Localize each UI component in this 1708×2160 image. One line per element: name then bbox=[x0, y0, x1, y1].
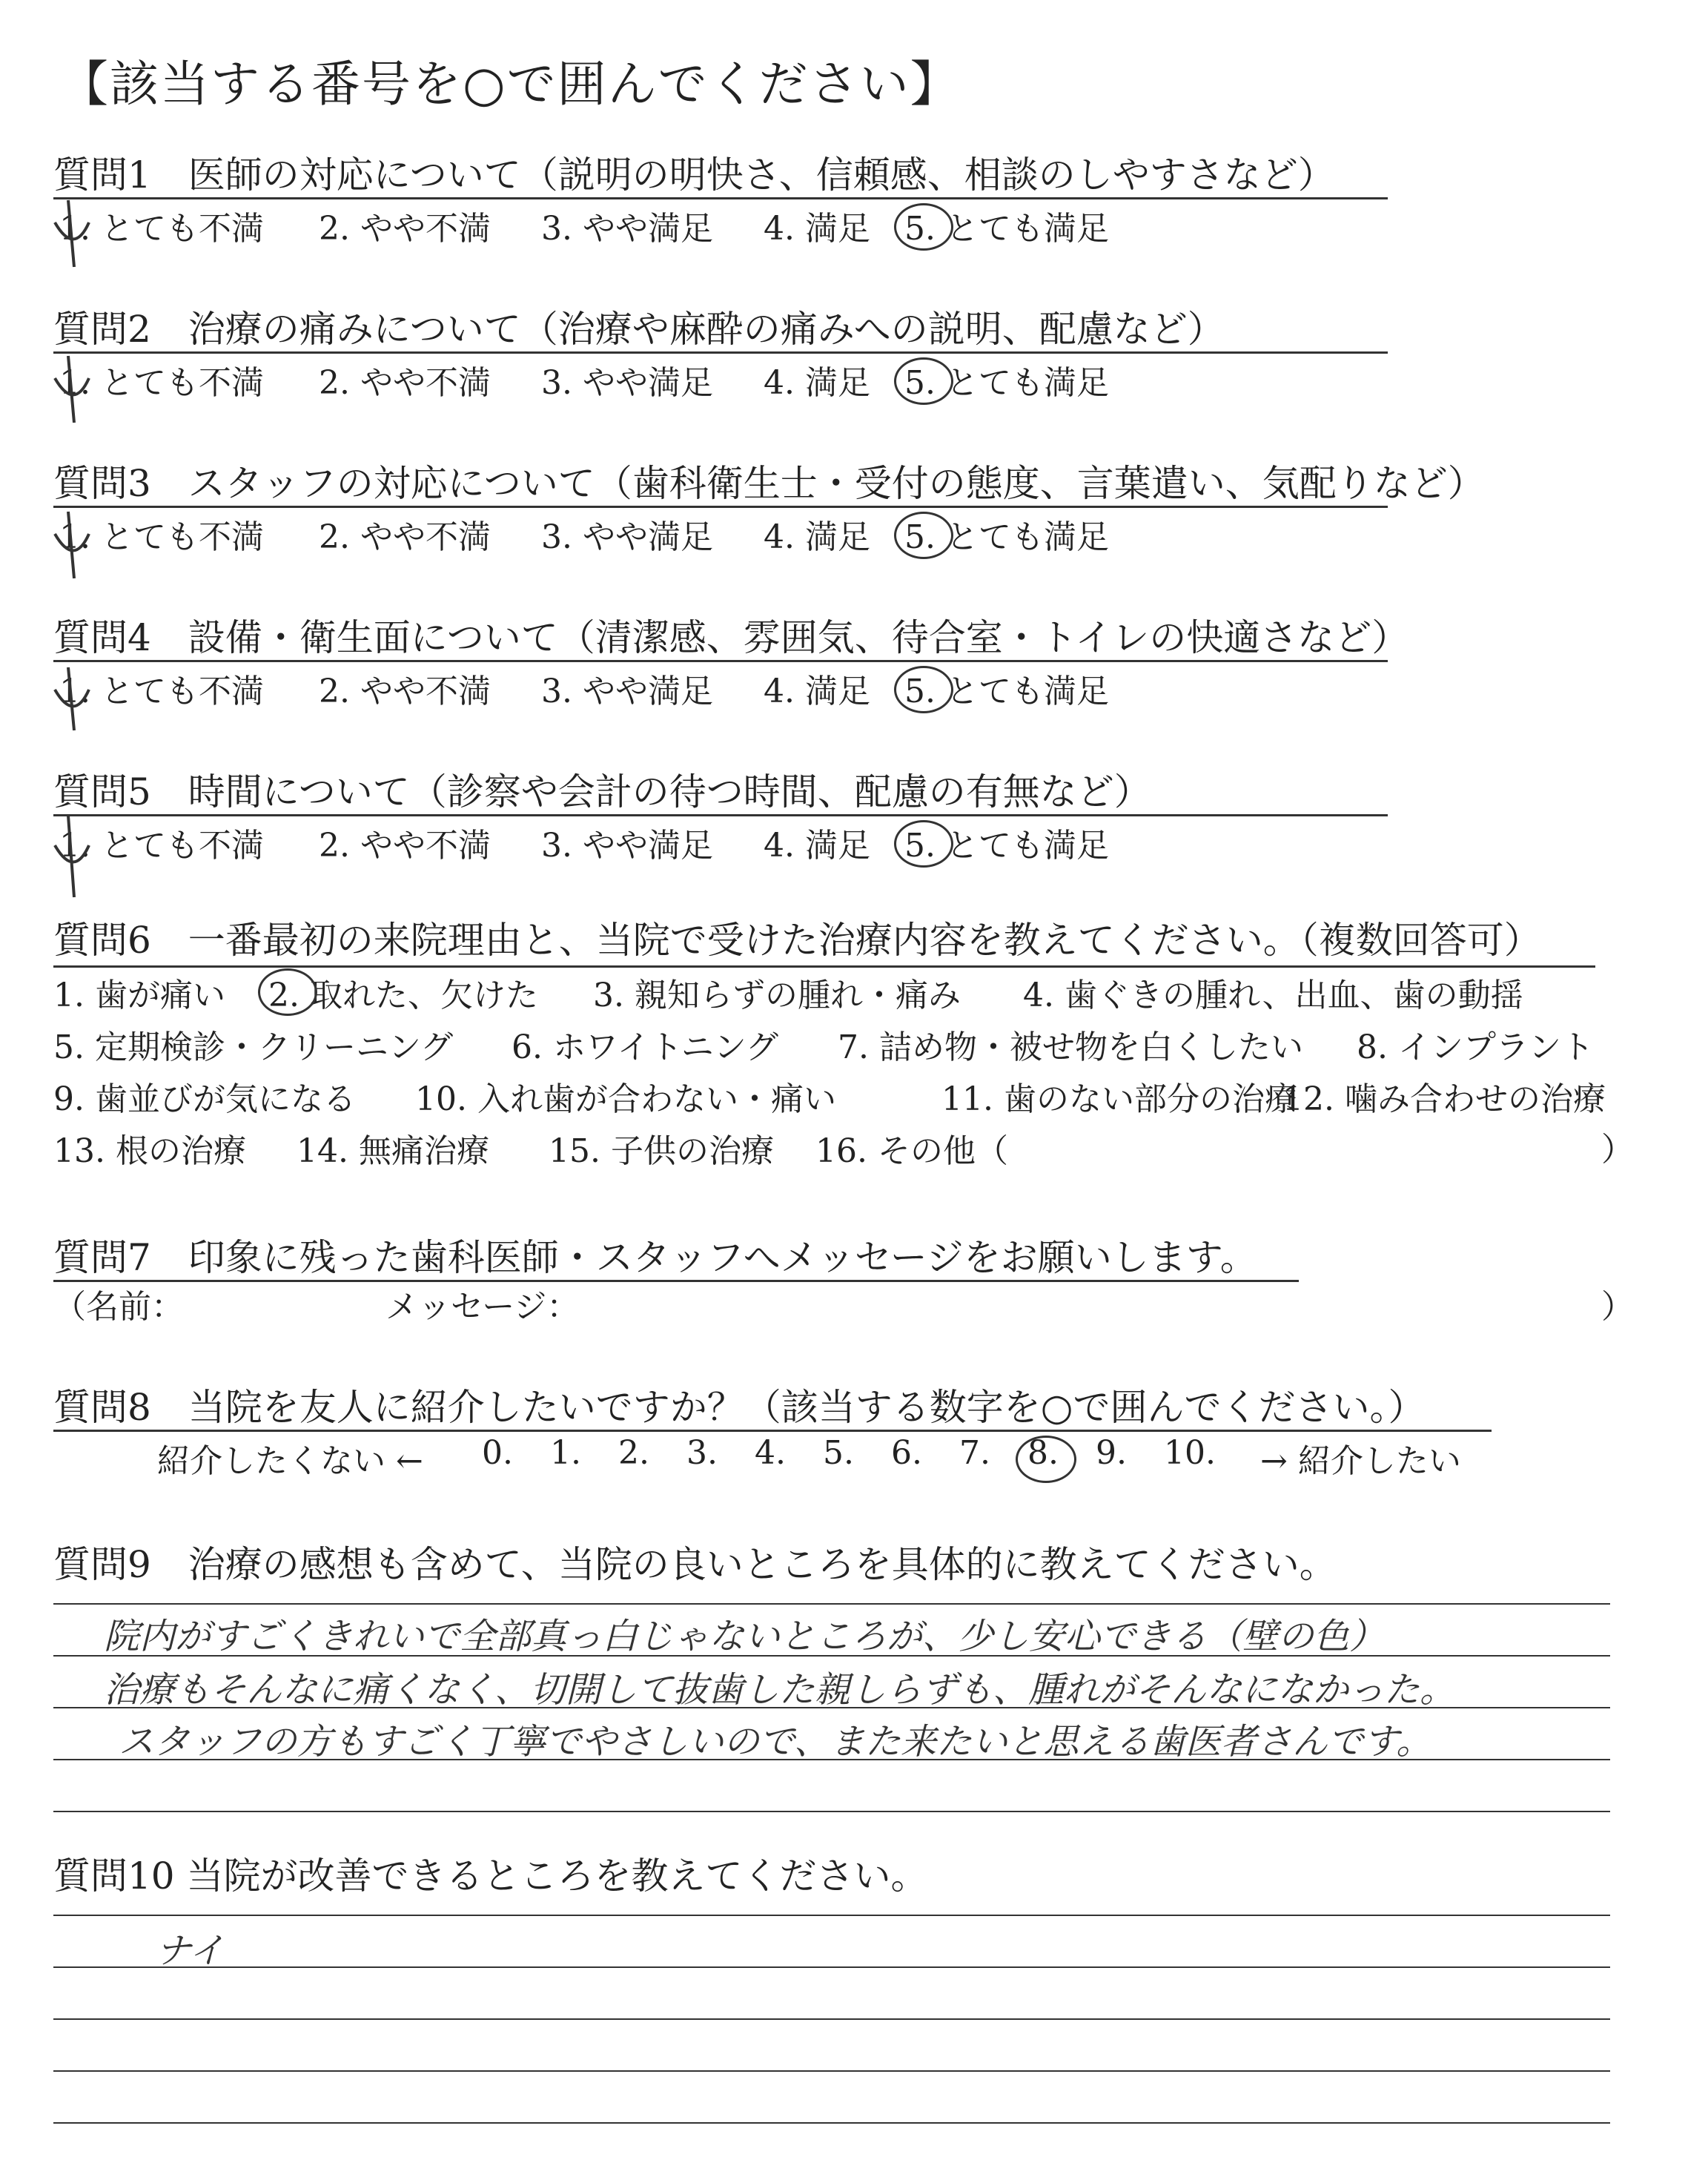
q8-scale-3[interactable]: 3. bbox=[686, 1434, 718, 1472]
q5-option-4[interactable]: 4. 満足 bbox=[764, 827, 870, 865]
q1-option-1[interactable]: 1. とても不満 bbox=[59, 210, 264, 248]
q6-option-3[interactable]: 3. 親知らずの腫れ・痛み bbox=[593, 977, 961, 1014]
q8-scale-5[interactable]: 5. bbox=[823, 1434, 854, 1472]
q6-option-11[interactable]: 11. 歯のない部分の治療 bbox=[941, 1080, 1297, 1118]
q2-option-2[interactable]: 2. やや不満 bbox=[319, 364, 491, 402]
q6-option-6[interactable]: 6. ホワイトニング bbox=[512, 1028, 779, 1066]
q6-option-10[interactable]: 10. 入れ歯が合わない・痛い bbox=[415, 1080, 836, 1118]
strike-mark-q3 bbox=[55, 512, 89, 578]
q9-answer-line-1: 院内がすごくきれいで全部真っ白じゃないところが、少し安心できる（壁の色） bbox=[104, 1616, 1386, 1657]
q8-scale-2[interactable]: 2. bbox=[618, 1434, 649, 1472]
strike-mark-q5 bbox=[55, 816, 89, 897]
q8-scale-4[interactable]: 4. bbox=[755, 1434, 786, 1472]
q1-option-4[interactable]: 4. 満足 bbox=[764, 210, 870, 248]
q8-right-label: → 紹介したい bbox=[1260, 1442, 1461, 1480]
q10-title: 質問10 当院が改善できるところを教えてください。 bbox=[53, 1855, 928, 1898]
q8-scale-0[interactable]: 0. bbox=[482, 1434, 513, 1472]
q6-option-2[interactable]: 2. 取れた、欠けた bbox=[268, 977, 538, 1014]
q1-option-2[interactable]: 2. やや不満 bbox=[319, 210, 491, 248]
q1-option-3[interactable]: 3. やや満足 bbox=[541, 210, 713, 248]
q5-option-5[interactable]: 5. とても満足 bbox=[904, 827, 1109, 865]
q2-option-1[interactable]: 1. とても不満 bbox=[59, 364, 264, 402]
q4-option-1[interactable]: 1. とても不満 bbox=[59, 673, 264, 710]
q6-option-15[interactable]: 15. 子供の治療 bbox=[549, 1132, 774, 1170]
q6-option-7[interactable]: 7. 詰め物・被せ物を白くしたい bbox=[838, 1028, 1303, 1066]
q3-option-2[interactable]: 2. やや不満 bbox=[319, 518, 491, 556]
q3-option-1[interactable]: 1. とても不満 bbox=[59, 518, 264, 556]
q8-scale-8[interactable]: 8. bbox=[1027, 1434, 1059, 1472]
q3-title: 質問3 スタッフの対応について（歯科衛生士・受付の態度、言葉遣い、気配りなど） bbox=[53, 462, 1485, 505]
q8-left-label: 紹介したくない ← bbox=[157, 1442, 423, 1480]
q4-option-2[interactable]: 2. やや不満 bbox=[319, 673, 491, 710]
q2-option-3[interactable]: 3. やや満足 bbox=[541, 364, 713, 402]
strike-mark-q1 bbox=[55, 200, 89, 267]
form-heading: 【該当する番号を○で囲んでください】 bbox=[59, 56, 961, 113]
q4-option-4[interactable]: 4. 満足 bbox=[764, 673, 870, 710]
strike-mark-q2 bbox=[55, 356, 89, 423]
q7-name-label: （名前： bbox=[53, 1288, 184, 1326]
q5-title: 質問5 時間について（診察や会計の待つ時間、配慮の有無など） bbox=[53, 770, 1151, 813]
q6-option-16[interactable]: 16. その他（ bbox=[815, 1132, 1008, 1170]
q8-scale-6[interactable]: 6. bbox=[891, 1434, 922, 1472]
q7-title: 質問7 印象に残った歯科医師・スタッフへメッセージをお願いします。 bbox=[53, 1236, 1257, 1279]
q5-option-2[interactable]: 2. やや不満 bbox=[319, 827, 491, 865]
q1-title: 質問1 医師の対応について（説明の明快さ、信頼感、相談のしやすさなど） bbox=[53, 153, 1335, 196]
q3-option-3[interactable]: 3. やや満足 bbox=[541, 518, 713, 556]
q8-title: 質問8 当院を友人に紹介したいですか？（該当する数字を○で囲んでください。） bbox=[53, 1386, 1426, 1429]
q6-close-paren: ） bbox=[1601, 1131, 1634, 1169]
q2-option-5[interactable]: 5. とても満足 bbox=[904, 364, 1109, 402]
q7-message-label: メッセージ： bbox=[385, 1288, 580, 1326]
q1-option-5[interactable]: 5. とても満足 bbox=[904, 210, 1109, 248]
q6-option-5[interactable]: 5. 定期検診・クリーニング bbox=[53, 1028, 454, 1066]
q10-answer-line-1: ナイ bbox=[156, 1930, 225, 1972]
q4-option-3[interactable]: 3. やや満足 bbox=[541, 673, 713, 710]
q4-title: 質問4 設備・衛生面について（清潔感、雰囲気、待合室・トイレの快適さなど） bbox=[53, 616, 1409, 659]
q5-option-1[interactable]: 1. とても不満 bbox=[59, 827, 264, 865]
q5-option-3[interactable]: 3. やや満足 bbox=[541, 827, 713, 865]
q6-option-1[interactable]: 1. 歯が痛い bbox=[53, 977, 225, 1014]
q6-option-12[interactable]: 12. 噛み合わせの治療 bbox=[1282, 1080, 1606, 1118]
q6-option-13[interactable]: 13. 根の治療 bbox=[53, 1132, 246, 1170]
q3-option-4[interactable]: 4. 満足 bbox=[764, 518, 870, 556]
q9-title: 質問9 治療の感想も含めて、当院の良いところを具体的に教えてください。 bbox=[53, 1543, 1337, 1586]
q8-scale-1[interactable]: 1. bbox=[550, 1434, 581, 1472]
q9-answer-line-2: 治療もそんなに痛くなく、切開して抜歯した親しらずも、腫れがそんなになかった。 bbox=[104, 1669, 1456, 1711]
q7-close-paren: ） bbox=[1601, 1288, 1634, 1326]
q2-option-4[interactable]: 4. 満足 bbox=[764, 364, 870, 402]
q3-option-5[interactable]: 5. とても満足 bbox=[904, 518, 1109, 556]
q6-option-8[interactable]: 8. インプラント bbox=[1357, 1028, 1594, 1066]
q8-scale-9[interactable]: 9. bbox=[1096, 1434, 1127, 1472]
q6-title: 質問6 一番最初の来院理由と、当院で受けた治療内容を教えてください。（複数回答可） bbox=[53, 919, 1541, 962]
q8-scale-7[interactable]: 7. bbox=[959, 1434, 990, 1472]
q6-option-14[interactable]: 14. 無痛治療 bbox=[297, 1132, 489, 1170]
strike-mark-q4 bbox=[55, 667, 89, 730]
q2-title: 質問2 治療の痛みについて（治療や麻酔の痛みへの説明、配慮など） bbox=[53, 308, 1225, 351]
q6-option-4[interactable]: 4. 歯ぐきの腫れ、出血、歯の動揺 bbox=[1023, 977, 1523, 1014]
q4-option-5[interactable]: 5. とても満足 bbox=[904, 673, 1109, 710]
q9-answer-line-3: スタッフの方もすごく丁寧でやさしいので、また来たいと思える歯医者さんです。 bbox=[119, 1721, 1432, 1763]
q8-scale-10[interactable]: 10. bbox=[1164, 1434, 1216, 1472]
q6-option-9[interactable]: 9. 歯並びが気になる bbox=[53, 1080, 356, 1118]
